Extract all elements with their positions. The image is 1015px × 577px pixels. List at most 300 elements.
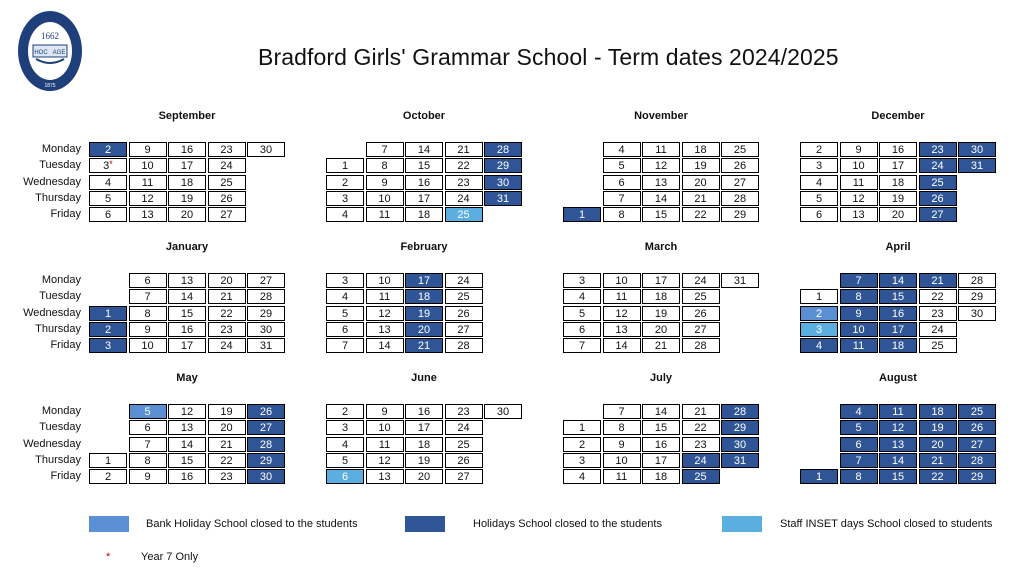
day-label-thursday: Thursday xyxy=(35,322,81,335)
day-cell: 7 xyxy=(129,289,167,304)
day-cell: 19 xyxy=(168,191,206,206)
day-cell xyxy=(721,338,759,353)
day-cell: 3 xyxy=(89,338,127,353)
day-cell: 11 xyxy=(603,469,641,484)
day-cell xyxy=(563,158,601,173)
day-cell: 7 xyxy=(366,142,404,157)
day-cell: 20 xyxy=(642,322,680,337)
day-cell: 24 xyxy=(445,420,483,435)
day-cell: 31 xyxy=(958,158,996,173)
day-cell: 22 xyxy=(445,158,483,173)
day-label-tuesday: Tuesday xyxy=(39,421,81,434)
day-cell: 29 xyxy=(721,420,759,435)
day-cell: 1 xyxy=(800,289,838,304)
day-cell: 17 xyxy=(642,273,680,288)
day-label-wednesday: Wednesday xyxy=(23,306,81,319)
day-cell: 9 xyxy=(366,404,404,419)
day-cell: 23 xyxy=(682,437,720,452)
day-cell: 28 xyxy=(721,191,759,206)
day-cell: 11 xyxy=(879,404,917,419)
day-cell: 6 xyxy=(800,207,838,222)
day-cell: 18 xyxy=(879,175,917,190)
day-cell: 5 xyxy=(840,420,878,435)
day-cell: 8 xyxy=(603,207,641,222)
day-cell: 16 xyxy=(642,437,680,452)
day-cell: 10 xyxy=(366,273,404,288)
day-cell: 19 xyxy=(879,191,917,206)
day-cell: 28 xyxy=(247,289,285,304)
day-cell: 29 xyxy=(484,158,522,173)
day-cell xyxy=(484,453,522,468)
day-cell: 20 xyxy=(405,322,443,337)
day-cell: 30 xyxy=(247,469,285,484)
year7-star: * xyxy=(109,159,113,170)
day-cell: 4 xyxy=(326,289,364,304)
day-cell: 21 xyxy=(208,289,246,304)
day-cell: 11 xyxy=(366,437,404,452)
day-cell: 12 xyxy=(603,306,641,321)
day-cell: 17 xyxy=(168,158,206,173)
day-cell: 10 xyxy=(129,158,167,173)
day-label-thursday: Thursday xyxy=(35,191,81,204)
day-cell xyxy=(484,289,522,304)
month-name-april: April xyxy=(885,241,911,253)
day-cell: 27 xyxy=(919,207,957,222)
day-cell: 28 xyxy=(247,437,285,452)
day-cell xyxy=(247,158,285,173)
day-cell: 22 xyxy=(682,207,720,222)
day-cell xyxy=(563,404,601,419)
day-cell: 27 xyxy=(445,322,483,337)
logo-year: 1662 xyxy=(41,31,59,41)
day-cell: 20 xyxy=(168,207,206,222)
day-cell: 4 xyxy=(326,207,364,222)
day-cell: 30 xyxy=(958,306,996,321)
day-cell: 10 xyxy=(840,158,878,173)
day-cell: 28 xyxy=(958,453,996,468)
day-cell: 28 xyxy=(958,273,996,288)
day-cell: 21 xyxy=(919,453,957,468)
day-cell xyxy=(958,175,996,190)
day-cell: 28 xyxy=(682,338,720,353)
day-cell: 10 xyxy=(603,273,641,288)
day-cell: 30 xyxy=(247,142,285,157)
day-cell: 27 xyxy=(247,420,285,435)
day-cell: 19 xyxy=(642,306,680,321)
day-cell: 1 xyxy=(89,306,127,321)
day-cell: 16 xyxy=(168,469,206,484)
day-cell: 23 xyxy=(208,469,246,484)
day-cell: 11 xyxy=(840,175,878,190)
day-cell: 8 xyxy=(840,289,878,304)
day-cell: 20 xyxy=(208,420,246,435)
day-cell xyxy=(484,322,522,337)
day-cell: 12 xyxy=(879,420,917,435)
day-cell: 12 xyxy=(129,191,167,206)
day-cell: 4 xyxy=(800,175,838,190)
day-cell xyxy=(958,191,996,206)
day-cell xyxy=(89,273,127,288)
day-cell: 30 xyxy=(484,175,522,190)
day-cell: 2 xyxy=(89,322,127,337)
day-cell: 18 xyxy=(405,207,443,222)
day-cell: 30 xyxy=(958,142,996,157)
day-cell: 17 xyxy=(168,338,206,353)
day-cell: 5 xyxy=(603,158,641,173)
day-cell xyxy=(247,207,285,222)
day-cell xyxy=(958,207,996,222)
day-cell: 17 xyxy=(879,322,917,337)
day-cell: 11 xyxy=(840,338,878,353)
day-cell: 10 xyxy=(603,453,641,468)
day-cell: 25 xyxy=(958,404,996,419)
month-name-june: June xyxy=(411,372,437,384)
day-cell: 2 xyxy=(326,175,364,190)
day-cell xyxy=(326,142,364,157)
day-cell: 23 xyxy=(445,175,483,190)
day-cell: 9 xyxy=(840,306,878,321)
day-cell: 21 xyxy=(682,404,720,419)
day-cell: 2 xyxy=(800,306,838,321)
day-cell: 6 xyxy=(89,207,127,222)
day-cell: 14 xyxy=(879,273,917,288)
day-cell: 15 xyxy=(879,469,917,484)
day-cell: 11 xyxy=(642,142,680,157)
day-cell: 2 xyxy=(89,469,127,484)
day-cell: 9 xyxy=(840,142,878,157)
day-cell: 24 xyxy=(445,273,483,288)
day-cell: 21 xyxy=(208,437,246,452)
day-cell: 11 xyxy=(129,175,167,190)
day-cell: 24 xyxy=(682,273,720,288)
day-cell: 5 xyxy=(563,306,601,321)
day-cell: 1 xyxy=(563,420,601,435)
day-cell: 25 xyxy=(445,289,483,304)
day-cell: 17 xyxy=(642,453,680,468)
legend-holiday-swatch xyxy=(405,516,445,532)
day-cell: 13 xyxy=(366,322,404,337)
logo-motto-left: HOC xyxy=(34,50,48,56)
day-cell: 25 xyxy=(445,437,483,452)
day-cell: 13 xyxy=(840,207,878,222)
month-name-may: May xyxy=(176,372,198,384)
day-cell xyxy=(484,420,522,435)
day-cell xyxy=(958,338,996,353)
day-cell xyxy=(721,322,759,337)
day-label-tuesday: Tuesday xyxy=(39,159,81,172)
day-cell xyxy=(800,437,838,452)
day-cell: 5 xyxy=(800,191,838,206)
day-cell: 3 xyxy=(563,453,601,468)
day-cell: 25 xyxy=(682,289,720,304)
day-cell xyxy=(800,273,838,288)
day-cell: 27 xyxy=(721,175,759,190)
day-cell: 26 xyxy=(445,306,483,321)
day-cell: 19 xyxy=(405,306,443,321)
day-cell: 20 xyxy=(919,437,957,452)
day-cell xyxy=(563,191,601,206)
legend-inset-label: Staff INSET days School closed to students xyxy=(780,518,993,530)
day-cell: 21 xyxy=(919,273,957,288)
day-cell: 16 xyxy=(879,306,917,321)
day-cell: 15 xyxy=(879,289,917,304)
day-cell: 25 xyxy=(919,338,957,353)
day-cell: 6 xyxy=(129,273,167,288)
day-cell: 10 xyxy=(366,420,404,435)
day-cell: 10 xyxy=(129,338,167,353)
day-cell: 13 xyxy=(366,469,404,484)
day-cell: 2 xyxy=(563,437,601,452)
month-name-january: January xyxy=(165,241,209,253)
day-cell: 13 xyxy=(168,420,206,435)
day-label-monday: Monday xyxy=(41,274,81,286)
day-cell: 18 xyxy=(879,338,917,353)
day-cell: 14 xyxy=(879,453,917,468)
legend-bank-swatch xyxy=(89,516,129,532)
day-cell: 30 xyxy=(721,437,759,452)
day-cell: 18 xyxy=(682,142,720,157)
day-cell xyxy=(484,469,522,484)
day-cell: 2 xyxy=(89,142,127,157)
day-cell: 22 xyxy=(919,469,957,484)
day-cell xyxy=(800,404,838,419)
day-cell: 1 xyxy=(563,207,601,222)
day-cell: 28 xyxy=(445,338,483,353)
day-cell: 6 xyxy=(129,420,167,435)
day-cell: 4 xyxy=(326,437,364,452)
day-cell: 14 xyxy=(603,338,641,353)
day-cell: 15 xyxy=(168,453,206,468)
school-crest-logo xyxy=(16,9,84,93)
day-cell: 14 xyxy=(366,338,404,353)
day-cell xyxy=(800,420,838,435)
day-cell: 20 xyxy=(682,175,720,190)
day-cell xyxy=(721,289,759,304)
day-cell: 2 xyxy=(800,142,838,157)
day-cell: 4 xyxy=(840,404,878,419)
day-cell xyxy=(800,453,838,468)
day-cell: 12 xyxy=(642,158,680,173)
day-cell: 15 xyxy=(642,207,680,222)
day-cell: 18 xyxy=(919,404,957,419)
day-cell: 27 xyxy=(445,469,483,484)
day-cell: 20 xyxy=(208,273,246,288)
day-cell: 9 xyxy=(129,322,167,337)
legend-bank-label: Bank Holiday School closed to the students xyxy=(146,518,358,530)
day-cell: 30 xyxy=(247,322,285,337)
day-cell xyxy=(89,158,127,173)
day-cell: 29 xyxy=(247,306,285,321)
day-cell: 25 xyxy=(445,207,483,222)
day-cell: 8 xyxy=(129,306,167,321)
day-label-friday: Friday xyxy=(50,339,81,352)
day-cell: 26 xyxy=(247,404,285,419)
day-cell: 26 xyxy=(445,453,483,468)
day-cell: 14 xyxy=(642,404,680,419)
day-cell: 22 xyxy=(208,453,246,468)
day-cell: 4 xyxy=(89,175,127,190)
day-cell: 18 xyxy=(642,469,680,484)
month-name-july: July xyxy=(649,372,672,384)
day-label-tuesday: Tuesday xyxy=(39,290,81,303)
day-cell: 13 xyxy=(129,207,167,222)
day-cell: 9 xyxy=(129,142,167,157)
day-cell: 12 xyxy=(366,453,404,468)
day-label-thursday: Thursday xyxy=(35,453,81,466)
day-cell: 27 xyxy=(682,322,720,337)
day-cell: 24 xyxy=(919,158,957,173)
day-cell: 21 xyxy=(405,338,443,353)
logo-est: 1875 xyxy=(44,83,56,89)
day-cell: 3 xyxy=(563,273,601,288)
month-name-march: March xyxy=(644,241,678,253)
day-cell: 3 xyxy=(326,273,364,288)
day-cell: 8 xyxy=(129,453,167,468)
day-label-monday: Monday xyxy=(41,143,81,155)
day-label-friday: Friday xyxy=(50,208,81,221)
day-cell: 14 xyxy=(405,142,443,157)
day-cell: 5 xyxy=(326,453,364,468)
day-cell: 25 xyxy=(721,142,759,157)
day-cell: 16 xyxy=(168,322,206,337)
day-cell xyxy=(484,207,522,222)
day-cell: 26 xyxy=(208,191,246,206)
day-cell: 16 xyxy=(405,175,443,190)
month-name-february: February xyxy=(400,241,448,253)
day-cell xyxy=(89,404,127,419)
day-cell: 15 xyxy=(168,306,206,321)
day-cell: 7 xyxy=(603,404,641,419)
day-cell: 11 xyxy=(366,207,404,222)
month-name-december: December xyxy=(871,110,925,122)
day-cell: 14 xyxy=(168,437,206,452)
day-cell: 27 xyxy=(208,207,246,222)
day-cell: 14 xyxy=(168,289,206,304)
day-cell: 23 xyxy=(919,306,957,321)
day-cell: 7 xyxy=(603,191,641,206)
day-cell: 21 xyxy=(642,338,680,353)
day-cell: 30 xyxy=(484,404,522,419)
day-cell: 18 xyxy=(642,289,680,304)
day-cell: 25 xyxy=(682,469,720,484)
day-cell: 31 xyxy=(721,273,759,288)
day-cell: 29 xyxy=(721,207,759,222)
day-cell: 18 xyxy=(405,437,443,452)
day-cell: 5 xyxy=(89,191,127,206)
day-cell: 13 xyxy=(642,175,680,190)
day-cell: 24 xyxy=(208,158,246,173)
day-cell: 6 xyxy=(603,175,641,190)
legend-inset-swatch xyxy=(722,516,762,532)
day-cell: 22 xyxy=(919,289,957,304)
day-cell: 7 xyxy=(840,273,878,288)
day-cell: 21 xyxy=(682,191,720,206)
month-name-november: November xyxy=(634,110,688,122)
day-cell: 25 xyxy=(208,175,246,190)
day-cell: 13 xyxy=(879,437,917,452)
day-label-monday: Monday xyxy=(41,405,81,417)
day-cell: 23 xyxy=(208,322,246,337)
day-cell: 16 xyxy=(168,142,206,157)
day-cell xyxy=(89,289,127,304)
day-cell: 28 xyxy=(721,404,759,419)
day-cell: 5 xyxy=(129,404,167,419)
day-cell: 8 xyxy=(366,158,404,173)
day-cell: 26 xyxy=(919,191,957,206)
day-cell: 18 xyxy=(168,175,206,190)
day-cell: 17 xyxy=(879,158,917,173)
day-cell: 24 xyxy=(445,191,483,206)
day-cell: 23 xyxy=(919,142,957,157)
day-cell: 15 xyxy=(642,420,680,435)
day-cell: 5 xyxy=(326,306,364,321)
day-cell: 16 xyxy=(405,404,443,419)
day-cell: 6 xyxy=(563,322,601,337)
day-cell: 20 xyxy=(879,207,917,222)
day-cell: 4 xyxy=(603,142,641,157)
day-cell xyxy=(563,142,601,157)
day-cell: 20 xyxy=(405,469,443,484)
day-cell: 24 xyxy=(682,453,720,468)
logo-motto-right: AGE xyxy=(52,50,66,56)
day-cell: 22 xyxy=(682,420,720,435)
day-cell xyxy=(484,338,522,353)
day-cell: 28 xyxy=(484,142,522,157)
day-cell xyxy=(721,469,759,484)
day-cell xyxy=(484,306,522,321)
day-cell: 8 xyxy=(603,420,641,435)
day-cell: 4 xyxy=(800,338,838,353)
day-cell: 17 xyxy=(405,191,443,206)
day-number: 3 xyxy=(103,160,110,173)
day-cell: 21 xyxy=(445,142,483,157)
day-cell: 22 xyxy=(208,306,246,321)
day-cell: 19 xyxy=(405,453,443,468)
day-cell: 7 xyxy=(563,338,601,353)
day-cell: 26 xyxy=(958,420,996,435)
day-cell xyxy=(721,306,759,321)
day-cell: 23 xyxy=(445,404,483,419)
day-cell: 4 xyxy=(563,469,601,484)
day-cell: 9 xyxy=(129,469,167,484)
day-cell: 31 xyxy=(721,453,759,468)
day-cell xyxy=(958,322,996,337)
day-cell xyxy=(89,437,127,452)
day-cell: 12 xyxy=(840,191,878,206)
day-cell: 23 xyxy=(208,142,246,157)
day-cell: 19 xyxy=(208,404,246,419)
day-cell: 16 xyxy=(879,142,917,157)
month-name-august: August xyxy=(879,372,917,384)
day-cell: 19 xyxy=(919,420,957,435)
day-cell: 7 xyxy=(129,437,167,452)
day-cell: 4 xyxy=(563,289,601,304)
day-cell: 25 xyxy=(919,175,957,190)
day-cell: 24 xyxy=(919,322,957,337)
day-cell: 26 xyxy=(682,306,720,321)
day-cell: 13 xyxy=(168,273,206,288)
day-cell: 17 xyxy=(405,273,443,288)
day-cell: 9 xyxy=(603,437,641,452)
month-name-september: September xyxy=(158,110,216,122)
day-cell xyxy=(563,175,601,190)
day-cell: 2 xyxy=(326,404,364,419)
day-label-wednesday: Wednesday xyxy=(23,437,81,450)
day-cell: 27 xyxy=(247,273,285,288)
day-cell: 1 xyxy=(89,453,127,468)
legend-note-symbol: * xyxy=(106,551,111,563)
day-cell: 29 xyxy=(958,289,996,304)
